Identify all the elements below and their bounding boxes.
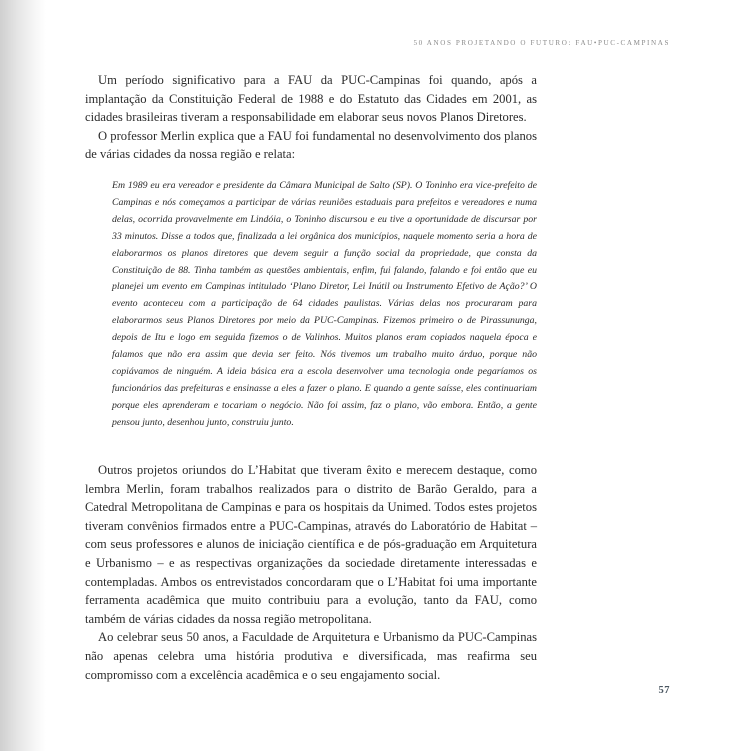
body-text-top [85,71,537,164]
block-quote [112,178,537,432]
quote-text: Em 1989 eu era vereador e presidente da Câmara Municipal de Salto (SP). O Toninho era vice-prefeito de Campinas e nós começamos a participar de várias reuniões estaduais para prefeitos e vereadores e numa delas, ocorrida provavelmente em Lindóia, o Toninho discursou e eu tive a oportunidade de discursar por 33 minutos. Disse a todos que, finalizada a lei orgânica dos municípios, naquele momento seria a hora de elaborarmos os planos diretores que devem seguir a função social da propriedade, que consta da Constituição de 88. Tinha também as questões ambientais, enfim, fui falando, falando e foi então que eu planejei um evento em Campinas intitulado ‘Plano Diretor, Lei Inútil ou Instrumento Efetivo de Ação?’ O evento aconteceu com a participação de 64 cidades paulistas. Várias delas nos procuraram para elaborarmos seus Planos Diretores por meio da PUC-Campinas. Fizemos primeiro o de Pirassununga, depois de Itu e logo em seguida fizemos o de Valinhos. Muitos planos eram copiados naquela época e falamos que não era assim que devia ser feito. Nós tivemos um trabalho muito árduo, porque não copiávamos de ninguém. A ideia básica era a escola desenvolver uma tecnologia onde pegaríamos os funcionários das prefeituras e ensinasse a eles a fazer o plano. E quando a gente saísse, eles continuariam porque eles aprenderam e tocariam o negócio. Não foi assim, faz o plano, vão embora. Então, a gente pensou junto, desenhou junto, construiu junto. [112,180,537,428]
paragraph: Outros projetos oriundos do L’Habitat que tiveram êxito e merecem destaque, como lembra Merlin, foram trabalhos realizados para o distrito de Barão Geraldo, para a Catedral Metropolitana de Campinas e para os hospitais da Unimed. Todos estes projetos tiveram convênios firmados entre a PUC-Campinas, através do Laboratório de Habitat – com seus professores e alunos de iniciação científica e de pós-graduação em Arquitetura e Urbanismo – e as respectivas organizações da sociedade diretamente interessadas e contempladas. Ambos os entrevistados concordaram que o L’Habitat foi uma importante ferramenta acadêmica que muito contribuiu para a evolução, tanto da FAU, como também de várias cidades da nossa região metropolitana. [85,463,537,626]
paragraph: Um período significativo para a FAU da PUC-Campinas foi quando, após a implantação da Constituição Federal de 1988 e do Estatuto das Cidades em 2001, as cidades brasileiras tiveram a responsabilidade em elaborar seus novos Planos Diretores. [85,73,537,125]
running-head: 50 ANOS PROJETANDO O FUTURO: FAU•PUC-CAMPINAS [413,39,670,47]
page-number: 57 [658,685,670,696]
paragraph: Ao celebrar seus 50 anos, a Faculdade de Arquitetura e Urbanismo da PUC-Campinas não apenas celebra uma história produtiva e diversificada, mas reafirma seu compromisso com a excelência acadêmica e o seu engajamento social. [85,630,537,682]
body-text-bottom [85,461,537,684]
paragraph: O professor Merlin explica que a FAU foi fundamental no desenvolvimento dos planos de várias cidades da nossa região e relata: [85,128,537,162]
